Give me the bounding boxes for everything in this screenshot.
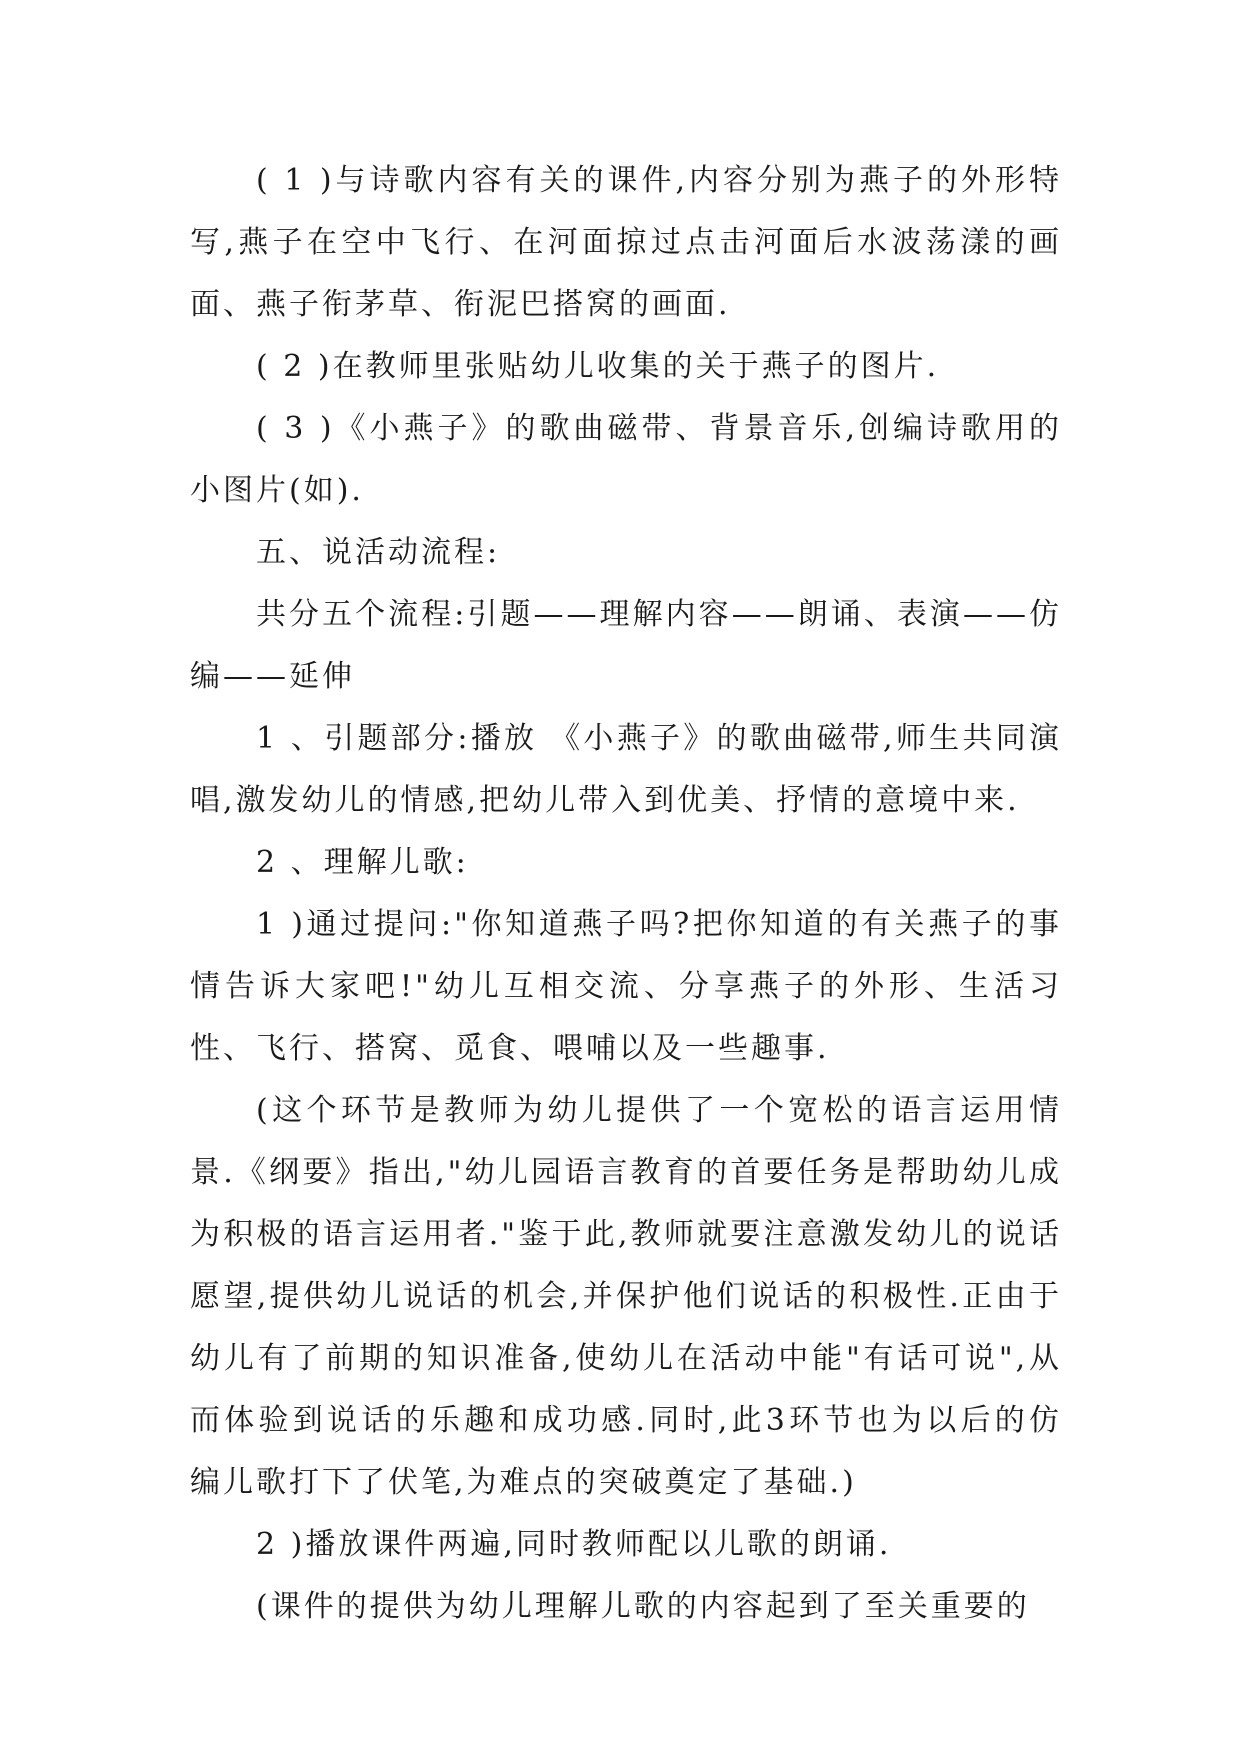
section-heading-activity-flow: 五、说活动流程: bbox=[256, 535, 501, 570]
document-page bbox=[190, 150, 1062, 1638]
paragraph-materials-3: ( 3 )《小燕子》的歌曲磁带、背景音乐,创编诗歌用的小图片(如). bbox=[190, 411, 1062, 508]
paragraph-step-2-2-note: (课件的提供为幼儿理解儿歌的内容起到了至关重要的 bbox=[256, 1589, 1030, 1624]
paragraph-flow-summary: 共分五个流程:引题——理解内容——朗诵、表演——仿编——延伸 bbox=[190, 597, 1062, 694]
paragraph-materials-2: ( 2 )在教师里张贴幼儿收集的关于燕子的图片. bbox=[256, 349, 940, 384]
paragraph-step-2-1-note: (这个环节是教师为幼儿提供了一个宽松的语言运用情景.《纲要》指出,"幼儿园语言教育的首要任务是帮助幼儿成为积极的语言运用者."鉴于此,教师就要注意激发幼儿的说话愿望,提供幼儿说话的机会,并保护他们说话的积极性.正由于幼儿有了前期的知识准备,使幼儿在活动中能"有话可说",从而体验到说话的乐趣和成功感.同时,此3环节也为以后的仿编儿歌打下了伏笔,为难点的突破奠定了基础.) bbox=[190, 1093, 1062, 1500]
paragraph-materials-1: ( 1 )与诗歌内容有关的课件,内容分别为燕子的外形特写,燕子在空中飞行、在河面掠过点击河面后水波荡漾的画面、燕子衔茅草、衔泥巴搭窝的画面. bbox=[190, 163, 1062, 322]
paragraph-step-2-heading: 2 、理解儿歌: bbox=[256, 845, 469, 880]
paragraph-step-2-2: 2 )播放课件两遍,同时教师配以儿歌的朗诵. bbox=[256, 1527, 892, 1562]
paragraph-step-2-1: 1 )通过提问:"你知道燕子吗?把你知道的有关燕子的事情告诉大家吧!"幼儿互相交流、分享燕子的外形、生活习性、飞行、搭窝、觅食、喂哺以及一些趣事. bbox=[190, 907, 1062, 1066]
paragraph-step-1: 1 、引题部分:播放 《小燕子》的歌曲磁带,师生共同演唱,激发幼儿的情感,把幼儿带入到优美、抒情的意境中来. bbox=[190, 721, 1062, 818]
